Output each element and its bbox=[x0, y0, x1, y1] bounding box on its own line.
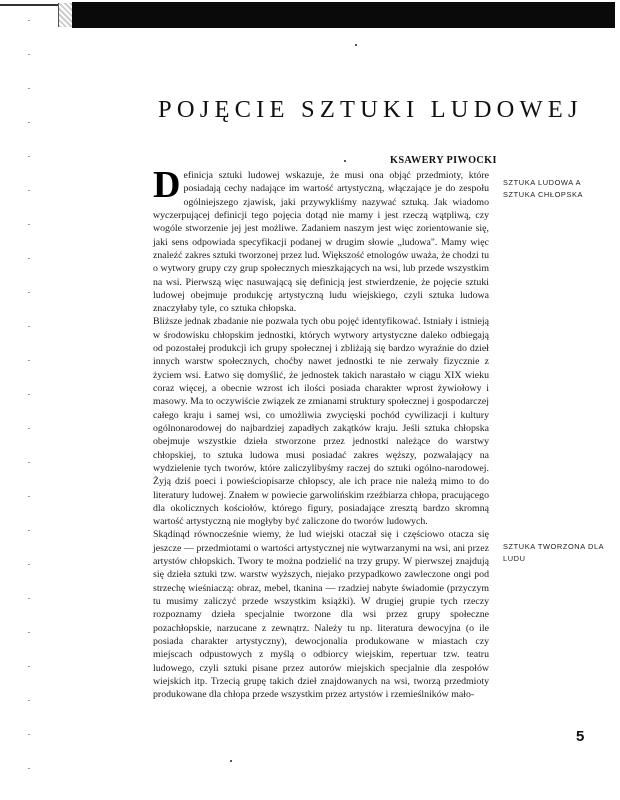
margin-note: SZTUKA LUDOWA A SZTUKA CHŁOPSKA bbox=[503, 178, 584, 199]
article-author: KSAWERY PIWOCKI bbox=[390, 155, 497, 166]
article-paragraph bbox=[153, 164, 489, 315]
margin-note: SZTUKA TWORZONA DLA LUDU bbox=[503, 542, 604, 563]
binding-margin-marks bbox=[28, 20, 30, 800]
article-paragraph: Skądinąd równocześnie wiemy, że lud wiejski otaczał się i częściowo otacza się jeszcze — przedmiotami o wartości artystycznej nie wytwarzanymi na wsi, ani przez artystów chłopskich. Twory te można podzielić na trzy grupy. W pierwszej znajdują się dzieła sztuki tzw. warstw wyższych, niejako przypadkowo zawleczone ongi pod strzechę wieśniaczą: obraz, mebel, tkanina — rzadziej nabyte świadomie (przyczym tu musimy zaliczyć przede wszystkim książki). W drugiej grupie tych rzeczy rozpoznamy dzieła specjalnie tworzone dla wsi przez grupy społeczne pozachłopskie, narzucane z zewnątrz. Należy tu np. literatura dewocyjna (o ile posiada charakter artystyczny), dewocjonalia produkowane w miastach czy miejscach odpustowych z myślą o odbiorcy wiejskim, repertuar tzw. teatru ludowego, czyli sztuki pisane przez autorów miejskich specjalnie dla zespołów wiejskich itp. Trzecią grupę takich dzieł znajdowanych na wsi, tworzą przedmioty produkowane dla chłopa przede wszystkim przez artystów i rzemieślników mało- bbox=[153, 529, 489, 701]
scan-speck bbox=[344, 160, 346, 162]
drop-cap: D bbox=[153, 164, 181, 206]
page-number: 5 bbox=[576, 728, 585, 745]
article-paragraph: Bliższe jednak zbadanie nie pozwala tych obu pojęć identyfikować. Istniały i istnieją w środowisku chłopskim jednostki, których wytwory artystyczne daleko odbiegają od pozostałej produkcji ich grupy społecznej i zbliżają się bardzo wyraźnie do dzieł innych warstw społecznych, choćby nawet jednostki te nie zerwały fizycznie z życiem wsi. Łatwo się domyślić, że jednostek takich narastało w ciągu XIX wieku coraz więcej, a obecnie wzrost ich ilości posiada charakter wprost żywiołowy i masowy. Ma to oczywiście związek ze zmianami struktury społecznej i gospodarczej całego kraju i samej wsi, co umożliwia zwycięski pochód cywilizacji i kultury ogólnonarodowej do najbardziej zapadłych zakątków kraju. Jeśli sztuka chłopska obejmuje wszystkie dzieła stworzone przez jednostki należące do warstwy chłopskiej, to sztuka ludowa musi posiadać zakres węższy, pozwalający na wydzielenie tych tworów, które zaliczylibyśmy raczej do sztuki ogólno-narodowej. Żyją dziś poeci i powieściopisarze chłopscy, ale ich prace nie należą mimo to do literatury ludowej. Znałem w powiecie garwolińskim rzeźbiarza chłopa, pracującego dla okolicznych kościołów, którego figury, posiadające zresztą bardzo skromną wartość artystyczną nie mogłyby być zaliczone do tworów ludowych. bbox=[153, 316, 489, 528]
article-title: POJĘCIE SZTUKI LUDOWEJ bbox=[158, 96, 583, 123]
paragraph-text: efinicja sztuki ludowej wskazuje, że musi ona objąć przedmioty, które posiadają cechy nadające im wartość artystyczną, włączające je do zespołu ogólniejszego zjawisk, jaki przywykliśmy nazywać sztuką. Jak wiadomo wyczerpującej definicji tego pojęcia dotąd nie mamy i jest rzeczą wątpliwą, czy wogóle stworzenie jej jest możliwe. Zadaniem naszym jest więc zorientowanie się, jaki sens odpowiada specyfikacji podanej w drugim słowie „ludowa". Mamy więc znaleźć zakres sztuki tworzonej przez lud. Większość etnologów uważa, że chodzi tu o wytwory grupy czy grup społecznych mieszkających na wsi, lub przede wszystkim na wsi. Pierwszą więc nasuwającą się definicją jest stwierdzenie, że pojęcie sztuki ludowej obejmuje produkcję artystyczną ludu wiejskiego, czyli sztuka ludowa znaczyłaby tyle, co sztuka chłopska. bbox=[153, 170, 489, 315]
header-black-bar bbox=[72, 2, 615, 28]
scan-speck bbox=[230, 760, 232, 762]
scan-speck bbox=[355, 44, 357, 46]
article-body bbox=[153, 164, 489, 702]
